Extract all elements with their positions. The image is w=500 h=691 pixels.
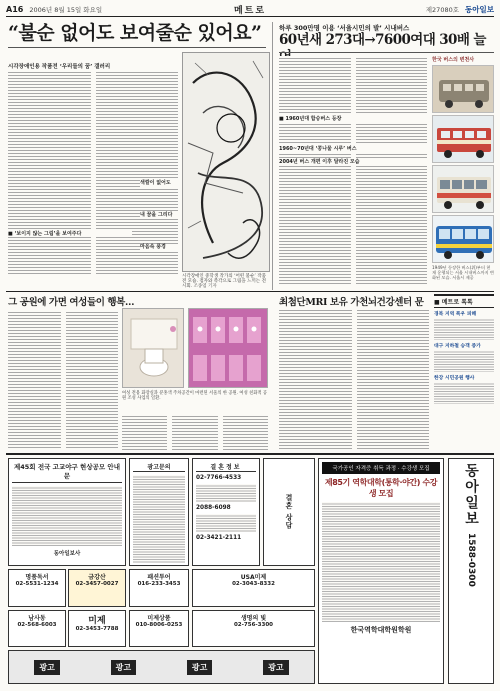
ad-text <box>196 514 256 532</box>
bottom-banner-ad <box>8 650 315 684</box>
brief-item-text <box>434 350 494 372</box>
pink-parking-photo <box>188 308 268 388</box>
brief-item-title: 대구 지하철 승객 증가 <box>434 344 481 349</box>
small-ad-phone: 02-3043-8332 <box>232 581 275 587</box>
brief-item-title: 한강 시민공원 행사 <box>434 376 475 381</box>
pull-quote-2: 내 꿈을 그리다 <box>140 212 182 219</box>
right-rule <box>279 52 494 53</box>
small-ad-title: 명품독서 <box>25 574 49 581</box>
ads-divider <box>6 453 494 455</box>
issue-number: 제27080호 <box>425 6 460 14</box>
consultation-ad <box>263 458 315 566</box>
small-ad <box>68 569 126 607</box>
pull-quote-1: 색깔이 없어도 <box>140 180 182 187</box>
newspaper-brand: 동아일보 <box>465 5 494 14</box>
park-headline: 그 공원에 가면 여성들이 행복… <box>8 297 135 308</box>
ad-title: 광고문의 <box>133 462 185 472</box>
small-ad-phone: 02-568-6003 <box>17 622 57 628</box>
ad-brand: 동아일보 <box>463 463 479 527</box>
left-kicker: 시각장애인용 작품전 ‘우리들의 꿈’ 갤러리 <box>8 64 111 70</box>
right-subhead-2: 1960~70년대 ‘콩나물 시루’ 버스 <box>279 145 427 152</box>
ad-phone: 02-7766-4533 <box>196 475 242 481</box>
ad-phone: 2088-6098 <box>196 505 231 511</box>
banner-block: 광고 <box>187 660 212 675</box>
ad-footer: 한국역학대학원학원 <box>350 626 412 634</box>
ad-vertical-text: 결혼 상담 <box>285 494 293 530</box>
column-divider <box>272 22 273 290</box>
mri-headline: 최첨단MRI 보유 가천뇌건강센터 문 <box>279 297 424 308</box>
right-subhead-1: ■ 1960년대 합승버스 등장 <box>279 115 427 122</box>
small-ad-title: 남사동 <box>28 615 46 622</box>
right-headline: 60년새 273대→7600여대 30배 늘 <box>279 32 486 48</box>
text-column <box>356 56 428 286</box>
park-body-text <box>8 310 118 450</box>
marriage-info-ad <box>192 458 260 566</box>
section-title: 메트로 <box>233 6 267 16</box>
restroom-photo <box>122 308 184 388</box>
small-ad <box>68 610 126 647</box>
right-subhead-3: 2004년 버스 개편 이후 달라진 모습 <box>279 158 427 165</box>
artwork-caption <box>182 274 270 289</box>
banner-block: 광고 <box>111 660 136 675</box>
small-ad <box>8 610 66 647</box>
right-body-text <box>279 56 427 286</box>
left-headline: “불순 없어도 보여줄순 있어요” <box>8 22 262 44</box>
page-header <box>6 3 494 17</box>
ad-title: 제85기 역학대학(통학·야간) 수강생 모집 <box>324 478 438 498</box>
park-caption: 여성 전용 화장실과 분홍색 주차공간이 마련된 서울의 한 공원. 여성 친화적 공원 조성 사업의 일환. <box>122 391 268 401</box>
bus-caption: 1949년 등장한 버스(위)부터 현재 운행되는 서울 시내버스까지 변화된 모습. 서울시 제공 <box>432 265 494 280</box>
bus-history-graphic <box>432 56 494 280</box>
donga-ad <box>448 458 494 684</box>
banner-block: 광고 <box>263 660 288 675</box>
artwork-photo <box>182 52 270 272</box>
metro-brief-box <box>434 294 494 450</box>
bus-photo-3 <box>432 165 494 213</box>
bus-photo-2 <box>432 115 494 163</box>
text-column <box>8 70 91 275</box>
bus-graphic-label: 한국 버스의 변천사 <box>432 57 475 63</box>
small-ad <box>192 569 315 607</box>
small-ad <box>129 569 189 607</box>
text-column <box>66 310 119 450</box>
byline: 조종엽 기자 <box>193 284 217 289</box>
text-column <box>223 414 268 450</box>
ad-logo: 동아일보사 <box>53 551 81 557</box>
brief-item-text <box>434 318 494 340</box>
bus-photo-1 <box>432 65 494 113</box>
left-rule <box>8 47 266 48</box>
brief-heading: ■ 메트로 톡톡 <box>434 294 494 308</box>
small-ad-title: 금강산 <box>88 574 106 581</box>
text-column <box>172 414 217 450</box>
ad-text <box>196 484 256 502</box>
small-ad-title: 미제 <box>88 616 106 626</box>
text-column <box>8 310 61 450</box>
small-ad <box>192 610 315 647</box>
text-column <box>357 308 430 450</box>
small-ad-phone: 02-3457-0027 <box>75 581 119 587</box>
small-ad-phone: 02-3453-7788 <box>75 626 119 632</box>
right-kicker: 하루 300만명 이용 ‘서울시민의 발’ 시내버스 <box>279 24 410 32</box>
ad-title: 결혼정보 <box>196 462 256 472</box>
brief-item-text <box>434 382 494 404</box>
page-number: A16 <box>6 5 24 14</box>
small-ad-phone: 010-8006-0253 <box>135 622 183 628</box>
ad-phone: 1588-0300 <box>466 533 476 587</box>
small-ad-title: 미제상품 <box>147 615 171 622</box>
artwork-caption-text: 시각장애인 중학생 작가의 ‘어떤 불순’ 작품전 모습. 점자와 촉각으로 그림을 느끼는 전시회. <box>182 274 266 289</box>
banner-block: 광고 <box>34 660 59 675</box>
small-ad-phone: 02-5531-1234 <box>15 581 59 587</box>
ad-title: 제45회 전국 고교야구 현상공모 안내문 <box>12 462 122 483</box>
text-column <box>122 414 167 450</box>
bus-photo-4 <box>432 215 494 263</box>
brief-item-title: 경북 지역 폭우 피해 <box>434 312 477 317</box>
small-ad-phone: 016-233-3453 <box>137 581 181 587</box>
ad-inquiry-box <box>129 458 189 566</box>
small-ad-title: USA미제 <box>240 574 267 581</box>
text-column <box>279 308 352 450</box>
academy-ad <box>318 458 444 684</box>
park-body-text-2 <box>122 414 268 450</box>
ad-band: 국가공인 자격증 취득 과정 · 수강생 모집 <box>322 462 440 474</box>
small-ad <box>8 569 66 607</box>
ad-text <box>12 486 122 546</box>
mri-body-text <box>279 308 429 450</box>
left-subhead: ■ ‘보이지 않는 그림’을 보여주다 <box>8 230 132 237</box>
small-ad-title: 패션투어 <box>147 574 171 581</box>
text-column <box>279 56 351 286</box>
ad-text <box>133 475 185 563</box>
baseball-contest-ad <box>8 458 126 566</box>
ad-phone: 02-3421-2111 <box>196 535 242 541</box>
ad-text <box>322 502 440 622</box>
small-ad <box>129 610 189 647</box>
section-divider <box>6 291 494 292</box>
issue-date: 2006년 8월 15일 화요일 <box>29 6 103 14</box>
small-ad-phone: 02-756-3300 <box>233 622 273 628</box>
pull-quote-3: 마음속 풍경 <box>140 244 182 251</box>
small-ad-title: 생명의 빛 <box>240 615 267 622</box>
